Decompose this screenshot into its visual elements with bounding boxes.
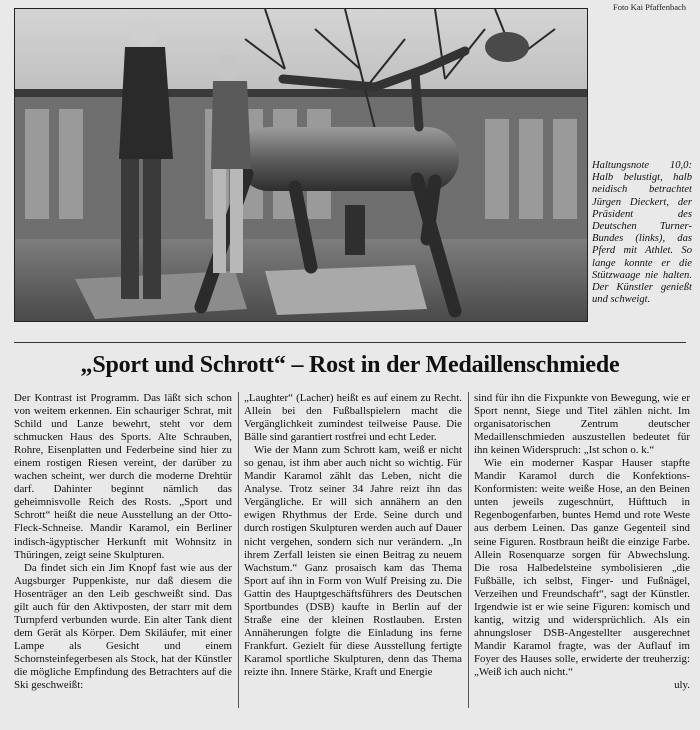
sculpture-photo-illustration <box>15 9 587 321</box>
column-2-paragraph: Wie der Mann zum Schrott kam, weiß er nicht so genau, ist ihm aber auch nicht so wichtig. Für Mandir Karamol zählt das Leben, nicht die Analyse. Trotz seiner 34 Jahre reizt ihn das Vergängliche. Er will sich annähern an den ewigen Rhythmus der Erde. Seine durch und durch rostigen Skulpturen werden auch auf Dauer nicht vergehen, sondern sich nur verändern. „In ihrem Zerfall leisten sie einen Beitrag zu neuem Wachstum.“ Ganz prosaisch kam das Thema Sport auf ihn in Form von Wulf Preising zu. Die Gattin des Hauptgeschäftsführers des Deutschen Sportbundes (DSB) kaufte in Berlin auf der Straße eine der kleinen Rostlauben. Ersten Annäherungen folgte die Einladung ins ferne Frankfurt. Gezielt für diese Ausstellung fertigte Karamol sportliche Skulpturen, denn das Thema reizte ihn. Innere Stärke, Kraft und Energie <box>244 444 462 678</box>
article-column-3 <box>474 392 690 692</box>
headline-top-rule <box>14 342 686 343</box>
column-3-paragraph: sind für ihn die Fixpunkte von Bewegung, wie er Sport nennt, Siege und Titel zählen nicht. Im organisatorischen Zentrum deutscher Medaillenschmieden auszustellen bedeutet für ihn keinen Widerspruch: „Ist schon o. k.“ <box>474 392 690 457</box>
column-1-paragraph: Da findet sich ein Jim Knopf fast wie aus der Augsburger Puppenkiste, nur daß diesem die Hosenträger an den Leib geschweißt sind. Das gilt auch für den Aktivposten, der starr mit dem Turnpferd verbunden wurde. Ein alter Tank dient dem Gerät als Körper. Dem Skiläufer, mit einer Lampe als Gesicht und einem Schornsteinfegerbesen als Stock, hat der Künstler die mögliche Empfindung des Betrachters auf die Ski geschweißt: <box>14 561 232 692</box>
article-column-2 <box>244 392 462 679</box>
column-divider <box>468 392 469 708</box>
column-2-paragraph: „Laughter“ (Lacher) heißt es auf einem zu Recht. Allein bei den Fußballspielern macht die Vergänglichkeit zumindest teilweise Pause. Die Bälle sind garantiert rostfrei und echt Leder. <box>244 392 462 444</box>
photo-credit: Foto Kai Pfaffenbach <box>612 2 686 12</box>
article-headline: „Sport und Schrott“ – Rost in der Medaillenschmiede <box>80 352 620 378</box>
article-photo <box>14 8 588 322</box>
photo-caption: Haltungsnote 10,0: Halb belustigt, halb neidisch betrachtet Jürgen Dieckert, der Präsident des Deutschen Turner-Bundes (links), das Pferd mit Athlet. So lange konnte er die Stützwaage nie halten. Der Künstler genießt und schweigt. <box>592 160 692 306</box>
column-1-paragraph: Der Kontrast ist Programm. Das läßt sich schon von weitem erkennen. Ein schauriger Schrat, mit Schild und Lanze bewehrt, steht vor dem schmucken Haus des Sports. Alte Schrauben, Rohre, Eisenplatten und Federbeine sind hier zu einem rostigen Riesen vereint, der darüber zu wachen scheint, wer durch die moderne Drehtür darf. Dahinter beginnt nämlich das geheimnisvolle Reich des Rosts. „Sport und Schrott“ heißt die neue Ausstellung an der Otto-Fleck-Schneise. Mandir Karamol, ein Berliner indisch-ägyptischer Herkunft mit Wohnsitz in Thüringen, zeigt seine Skulpturen. <box>14 392 232 561</box>
article-column-1 <box>14 392 232 692</box>
column-divider <box>238 392 239 708</box>
author-initials: uly. <box>674 679 690 692</box>
column-3-paragraph: Wie ein moderner Kaspar Hauser stapfte Mandir Karamol durch die Konfektions-Konformisten: weite weiße Hose, an den Beinen unten jeweils zugeschnürt, Hüfttuch in Regenbogenfarben, buntes Hemd und rote Weste aus derbem Leinen. Das ganze Gegenteil sind seine Figuren. Rostbraun heißt die einzige Farbe. Allein Rosenquarze sorgen für Abwechslung. Die rosa Halbedelsteine symbolisieren „die Fußbälle, ich selbst, Finger- und Fußnägel, Verzeihen und Freundschaft“, sagt der Künstler. Irgendwie ist er wie seine Figuren: komisch und kantig, witzig und widersprüchlich. Als ein ahnungsloser DSB-Angestellter ausgerechnet Mandir Karamol fragte, was der Auflauf im Foyer des Hauses solle, erwiderte der treuherzig: „Weiß ich auch nicht.“ <box>474 457 690 678</box>
